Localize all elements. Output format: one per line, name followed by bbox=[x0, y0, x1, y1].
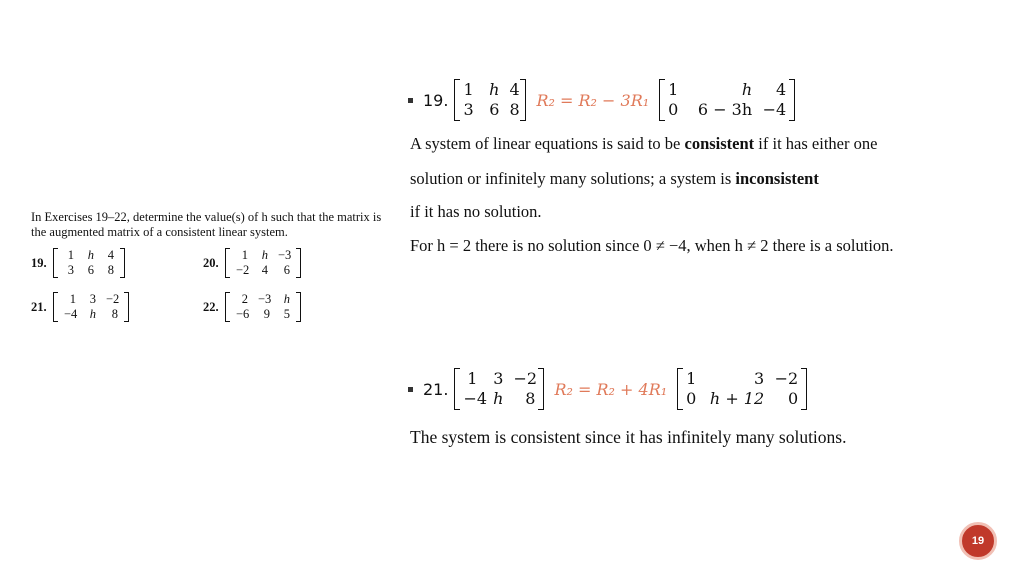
matrix-cell: −3 bbox=[258, 292, 272, 306]
matrix-cell: 3 bbox=[89, 292, 96, 306]
matrix-cell: 4 bbox=[107, 248, 114, 262]
matrix-cell: −2 bbox=[106, 292, 120, 306]
exercise-intro: In Exercises 19–22, determine the value(s) of h such that the matrix is the augmented matrix of a consistent linear system. bbox=[31, 210, 382, 239]
matrix-cell: 1 bbox=[467, 369, 478, 388]
matrix-cell: h bbox=[89, 307, 96, 321]
matrix-cell: 8 bbox=[509, 100, 520, 119]
definition-line-1 bbox=[410, 134, 877, 154]
matrix-cell: h bbox=[489, 80, 500, 99]
text-segment: solution or infinitely many solutions; a system is bbox=[410, 169, 736, 188]
exercise-matrix bbox=[53, 248, 125, 278]
matrix-before bbox=[454, 368, 544, 410]
matrix-cell: 4 bbox=[775, 80, 787, 99]
matrix-cell: 3 bbox=[463, 100, 474, 119]
matrix-cell: −4 bbox=[762, 100, 787, 119]
matrix-cell: −2 bbox=[513, 369, 538, 388]
row-operation: R₂ = R₂ − 3R₁ bbox=[536, 90, 650, 110]
exercise-matrix bbox=[225, 292, 301, 322]
solution-19: For h = 2 there is no solution since 0 ≠ −4, when h ≠ 2 there is a solution. bbox=[410, 236, 894, 255]
exercise-number: 20. bbox=[203, 255, 219, 270]
matrix-cell: 1 bbox=[668, 80, 679, 99]
matrix-cell: h + 12 bbox=[709, 389, 765, 408]
exercise-matrix bbox=[53, 292, 129, 322]
matrix-cell: 9 bbox=[263, 307, 270, 321]
bullet-icon bbox=[408, 387, 413, 392]
matrix-cell: 8 bbox=[107, 263, 114, 277]
matrix-cell: −4 bbox=[64, 307, 78, 321]
row-operation: R₂ = R₂ + 4R₁ bbox=[554, 379, 668, 399]
matrix-cell: 1 bbox=[686, 369, 697, 388]
problem-number: 21. bbox=[423, 379, 449, 399]
matrix-cell: 6 bbox=[283, 263, 290, 277]
matrix-cell: −2 bbox=[236, 263, 250, 277]
text-segment: A system of linear equations is said to be bbox=[410, 134, 685, 153]
definition-line-2 bbox=[410, 169, 819, 189]
matrix-cell: 0 bbox=[787, 389, 799, 408]
matrix-cell: −2 bbox=[774, 369, 799, 388]
matrix-cell: 3 bbox=[493, 369, 504, 388]
page-number: 19 bbox=[971, 535, 985, 547]
exercise-20 bbox=[203, 248, 375, 278]
matrix-cell: 4 bbox=[509, 80, 520, 99]
exercise-number: 22. bbox=[203, 299, 219, 314]
matrix-cell: 1 bbox=[67, 248, 74, 262]
matrix-cell: 8 bbox=[525, 389, 536, 408]
exercise-number: 21. bbox=[31, 299, 47, 314]
term-consistent: consistent bbox=[684, 134, 755, 153]
matrix-cell: h bbox=[283, 292, 290, 306]
matrix-cell: 5 bbox=[283, 307, 290, 321]
solution-21: The system is consistent since it has infinitely many solutions. bbox=[410, 427, 847, 447]
matrix-cell: 6 bbox=[489, 100, 500, 119]
matrix-cell: 0 bbox=[686, 389, 697, 408]
exercise-19 bbox=[31, 248, 203, 278]
matrix-cell: −3 bbox=[278, 248, 292, 262]
text-segment: if it has either one bbox=[754, 134, 878, 153]
matrix-cell: −4 bbox=[463, 389, 488, 408]
exercise-21 bbox=[31, 292, 203, 322]
matrix-cell: −6 bbox=[236, 307, 250, 321]
matrix-cell: 6 bbox=[87, 263, 94, 277]
definition-line-3: if it has no solution. bbox=[410, 202, 542, 221]
exercise-excerpt bbox=[31, 210, 383, 322]
matrix-before bbox=[454, 79, 526, 121]
matrix-cell: 8 bbox=[111, 307, 118, 321]
problem-21-equation bbox=[408, 368, 811, 410]
problem-number: 19. bbox=[423, 90, 449, 110]
problem-19-equation bbox=[408, 79, 799, 121]
matrix-cell: 1 bbox=[463, 80, 474, 99]
matrix-after bbox=[659, 79, 795, 121]
exercise-number: 19. bbox=[31, 255, 47, 270]
page-number-badge bbox=[959, 522, 997, 560]
matrix-cell: 3 bbox=[753, 369, 765, 388]
matrix-cell: 3 bbox=[67, 263, 74, 277]
matrix-cell: 1 bbox=[69, 292, 76, 306]
term-inconsistent: inconsistent bbox=[735, 169, 819, 188]
matrix-cell: h bbox=[261, 248, 268, 262]
matrix-cell: 0 bbox=[668, 100, 679, 119]
matrix-cell: 2 bbox=[241, 292, 248, 306]
matrix-cell: h bbox=[741, 80, 753, 99]
matrix-cell: h bbox=[493, 389, 504, 408]
bullet-icon bbox=[408, 98, 413, 103]
matrix-cell: 6 − 3h bbox=[697, 100, 753, 119]
matrix-after bbox=[677, 368, 807, 410]
matrix-cell: 4 bbox=[261, 263, 268, 277]
matrix-cell: 1 bbox=[241, 248, 248, 262]
exercise-grid bbox=[31, 248, 383, 322]
matrix-cell: h bbox=[87, 248, 94, 262]
exercise-matrix bbox=[225, 248, 301, 278]
exercise-22 bbox=[203, 292, 375, 322]
